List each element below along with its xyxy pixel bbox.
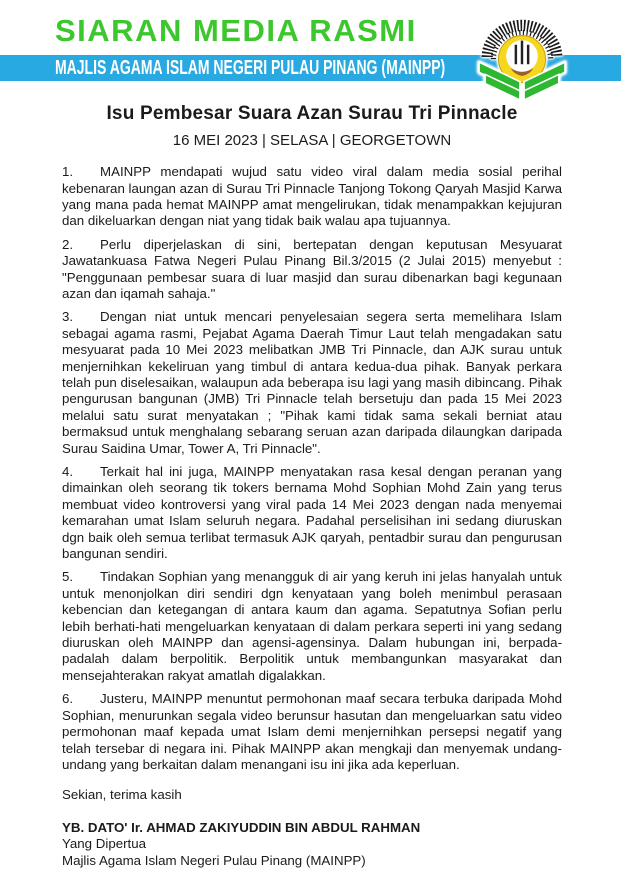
paragraph-3-text: Dengan niat untuk mencari penyelesaian segera serta memelihara Islam sebagai agama rasmi, Pejabat Agama Daerah Timur Laut telah mengadakan satu mesyuarat pada 10 Mei 2023 melibatkan JMB Tri Pinnacle, dan AJK surau untuk menjernihkan kekeliruan yang timbul di antara kedua-dua pihak. Banyak perkara telah pun diselesaikan, walaupun ada beberapa isu lagi yang masih dibincang. Pihak pengurusan bangunan (JMB) Tri Pinnacle telah bersetuju dan pada 15 Mei 2023 melalui satu surat menyatakan ; "Pihak kami tidak sama sekali berniat atau bermaksud untuk menghalang sebarang seruan azan daripada dilaungkan daripada Surau Saidina Umar, Tower A, Tri Pinnacle".	[62, 309, 562, 456]
paragraph-6-text: Justeru, MAINPP menuntut permohonan maaf secara terbuka daripada Mohd Sophian, menurunkan segala video berunsur hasutan dan mengeluarkan satu video permohonan maaf kepada umat Islam demi menjernihkan persepsi negatif yang telah tersebar di negara ini. Pihak MAINPP akan mengkaji dan menyemak undang-undang yang berkaitan dalam menangani isu ini jika ada keperluan.	[62, 691, 562, 772]
org-bar-label: MAJLIS AGAMA ISLAM NEGERI PULAU PINANG (MAINPP)	[55, 56, 446, 79]
paragraph-5-text: Tindakan Sophian yang menangguk di air yang keruh ini jelas hanyalah untuk untuk menonjolkan diri sendiri dgn kenyataan yang boleh menimbul perasaan kebencian dan ketegangan di antara kaum dan agama. Sepatutnya Sofian perlu lebih berhati-hati mengeluarkan kenyataan di dalam perkara seperti ini yang sedang diuruskan oleh MAINPP dan agensi-agensinya. Dalam hubungan ini, berpada-padalah dalam berpolitik. Berpolitik untuk membangunkan masyarakat dan mensejahterakan rakyat amatlah digalakkan.	[62, 569, 562, 683]
paragraph-1	[62, 164, 562, 230]
paragraph-5	[62, 569, 562, 684]
closing-line: Sekian, terima kasih	[62, 787, 182, 803]
paragraph-3	[62, 309, 562, 457]
signature-title: Yang Dipertua	[62, 836, 147, 852]
paragraph-1-text: MAINPP mendapati wujud satu video viral dalam media sosial perihal kebenaran laungan azan di Surau Tri Pinnacle Tanjong Tokong Qaryah Masjid Karwa yang mana pada hemat MAINPP amat mengelirukan, tidak menampakkan kejujuran dan dikeluarkan dengan niat yang tidak baik walau apa tujuannya.	[62, 164, 562, 229]
signature-org: Majlis Agama Islam Negeri Pulau Pinang (MAINPP)	[62, 852, 366, 868]
paragraph-2	[62, 237, 562, 303]
mainpp-crest-icon	[477, 10, 567, 100]
paragraph-1-number: 1.	[62, 164, 74, 180]
paragraph-4-text: Terkait hal ini juga, MAINPP menyatakan rasa kesal dengan peranan yang dimainkan oleh seorang tik tokers bernama Mohd Sophian Mohd Zain yang terus membuat video kontroversi yang viral pada 14 Mei 2023 dengan nada menyemai kemarahan umat Islam seluruh negara. Padahal perselisihan ini sedang diuruskan dgn baik oleh semua terlibat termasuk AJK qaryah, pentadbir surau dan pengurusan bangunan sendiri.	[62, 464, 562, 562]
signature-name: YB. DATO' Ir. AHMAD ZAKIYUDDIN BIN ABDUL RAHMAN	[62, 819, 421, 835]
paragraph-6	[62, 691, 562, 773]
paragraph-4-number: 4.	[62, 464, 74, 479]
paragraph-4	[62, 464, 562, 562]
paragraph-3-number: 3.	[62, 309, 74, 325]
paragraph-5-number: 5.	[62, 569, 74, 585]
paragraph-2-text: Perlu diperjelaskan di sini, bertepatan dengan keputusan Mesyuarat Jawatankuasa Fatwa Negeri Pulau Pinang Bil.3/2015 (2 Julai 2015) menyebut : "Penggunaan pembesar suara di luar masjid dan surau dibenarkan bagi kegunaan azan dan iqamah sahaja."	[62, 236, 562, 301]
document-body	[0, 81, 621, 869]
paragraph-6-number: 6.	[62, 691, 74, 707]
masthead	[0, 0, 621, 81]
paragraph-2-number: 2.	[62, 236, 74, 252]
masthead-title: SIARAN MEDIA RASMI	[55, 13, 417, 48]
dateline: 16 MEI 2023 | SELASA | GEORGETOWN	[172, 132, 452, 150]
page-title: Isu Pembesar Suara Azan Surau Tri Pinnacle	[106, 103, 518, 125]
